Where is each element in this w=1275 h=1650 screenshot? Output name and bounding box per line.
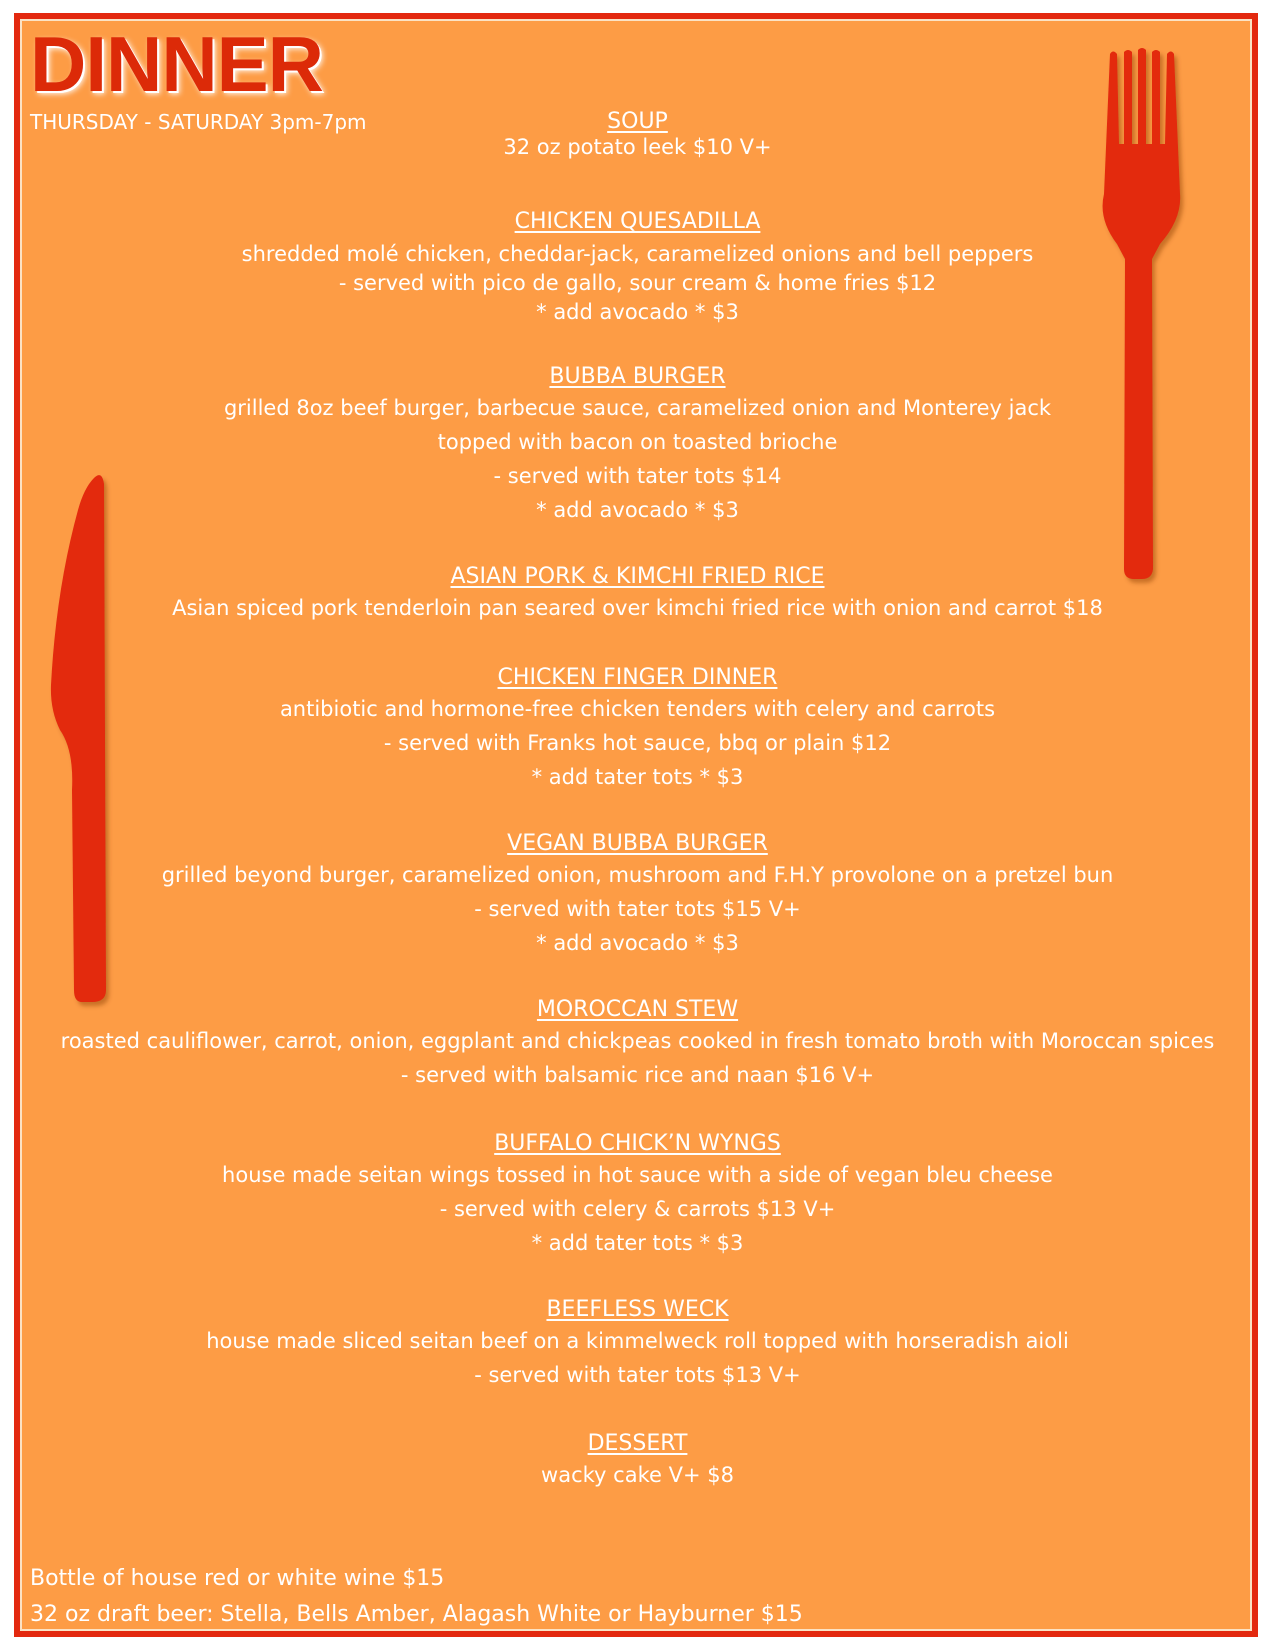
item-line: house made seitan wings tossed in hot sauce with a side of vegan bleu cheese <box>222 1163 1053 1187</box>
item-line: * add avocado * $3 <box>536 931 739 955</box>
item-line: * add tater tots * $3 <box>531 1231 744 1255</box>
item-line: shredded molé chicken, cheddar-jack, caramelized onions and bell peppers <box>241 242 1034 266</box>
section-chicken-quesadilla <box>40 208 1235 363</box>
item-line: grilled 8oz beef burger, barbecue sauce, caramelized onion and Monterey jack <box>223 396 1052 420</box>
section-buffalo-wyngs <box>40 1130 1235 1296</box>
section-heading: SOUP <box>607 109 668 134</box>
section-chicken-finger-dinner <box>40 664 1235 830</box>
item-line: antibiotic and hormone-free chicken tenders with celery and carrots <box>279 697 996 721</box>
section-heading: MOROCCAN STEW <box>536 997 739 1022</box>
item-line: 32 oz potato leek $10 V+ <box>503 135 772 159</box>
item-line: - served with tater tots $14 <box>493 464 782 488</box>
item-line: - served with Franks hot sauce, bbq or plain $12 <box>383 731 892 755</box>
item-line: roasted cauliflower, carrot, onion, eggplant and chickpeas cooked in fresh tomato broth with Moroccan spices <box>60 1029 1215 1053</box>
item-line: Asian spiced pork tenderloin pan seared over kimchi fried rice with onion and carrot $18 <box>172 596 1103 620</box>
item-line: * add avocado * $3 <box>536 300 739 324</box>
section-heading: VEGAN BUBBA BURGER <box>507 831 768 856</box>
item-line: grilled beyond burger, caramelized onion, mushroom and F.H.Y provolone on a pretzel bun <box>161 863 1114 887</box>
service-hours: THURSDAY - SATURDAY 3pm-7pm <box>30 110 367 134</box>
section-heading: CHICKEN FINGER DINNER <box>497 665 778 690</box>
item-line: - served with pico de gallo, sour cream & home fries $12 <box>338 271 937 295</box>
item-line: - served with tater tots $15 V+ <box>474 897 801 921</box>
section-beefless-weck <box>40 1296 1235 1430</box>
section-dessert <box>40 1430 1235 1492</box>
section-heading: BEEFLESS WECK <box>546 1297 729 1322</box>
item-line: - served with celery & carrots $13 V+ <box>439 1197 836 1221</box>
section-heading: DESSERT <box>587 1431 688 1456</box>
item-line: house made sliced seitan beef on a kimmelweck roll topped with horseradish aioli <box>206 1329 1069 1353</box>
item-line: * add tater tots * $3 <box>531 765 744 789</box>
menu-list <box>40 108 1235 1492</box>
item-line: - served with tater tots $13 V+ <box>474 1363 801 1387</box>
drink-wine: Bottle of house red or white wine $15 <box>30 1566 445 1591</box>
section-heading: BUBBA BURGER <box>549 364 726 389</box>
item-line: topped with bacon on toasted brioche <box>437 430 838 454</box>
section-bubba-burger <box>40 363 1235 563</box>
section-moroccan-stew <box>40 996 1235 1130</box>
drink-beer: 32 oz draft beer: Stella, Bells Amber, Alagash White or Hayburner $15 <box>30 1602 803 1627</box>
section-vegan-bubba-burger <box>40 830 1235 996</box>
item-line: * add avocado * $3 <box>536 498 739 522</box>
section-heading: CHICKEN QUESADILLA <box>514 209 761 234</box>
item-line: - served with balsamic rice and naan $16 V+ <box>400 1063 875 1087</box>
section-heading: ASIAN PORK & KIMCHI FRIED RICE <box>450 564 825 589</box>
section-asian-pork <box>40 563 1235 664</box>
section-heading: BUFFALO CHICK’N WYNGS <box>494 1131 781 1156</box>
item-line: wacky cake V+ $8 <box>541 1463 734 1487</box>
menu-title: DINNER <box>30 20 324 108</box>
section-soup <box>40 108 1235 208</box>
